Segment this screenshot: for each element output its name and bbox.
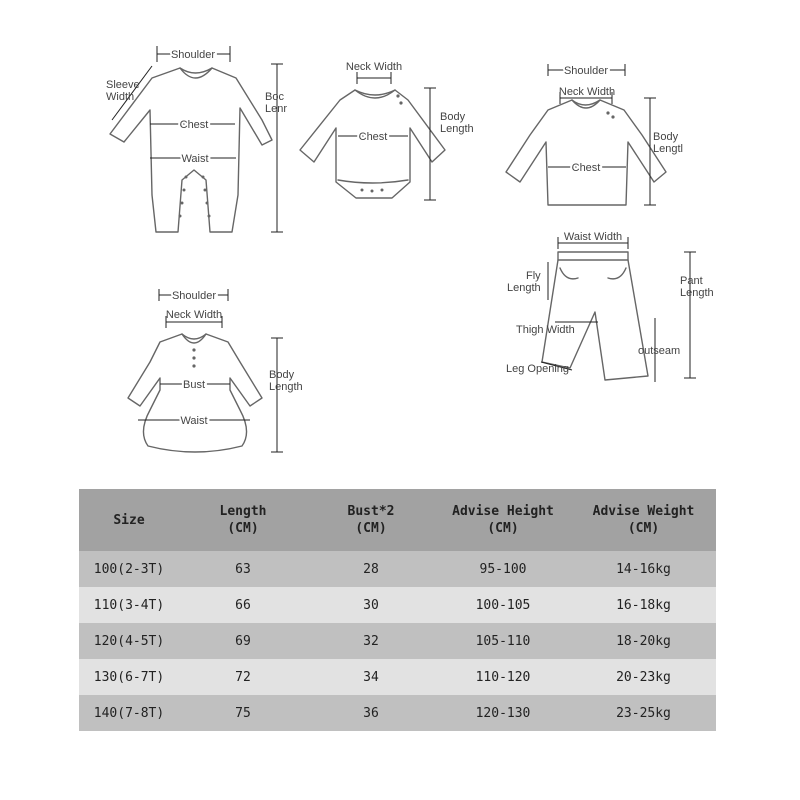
top-figure (506, 64, 683, 205)
bodysuit-chest-label: Chest (358, 131, 388, 143)
romper-sleeve-width-label-2: Width (106, 91, 135, 103)
cell-size: 140(7-8T) (93, 705, 165, 721)
table-row (79, 695, 716, 731)
cell-size: 110(3-4T) (93, 597, 165, 613)
bodysuit-body-length-label-1: Body (440, 111, 466, 123)
pants-pant-length-label-1: Pant (680, 275, 703, 287)
dress-waist-label: Waist (180, 415, 208, 427)
cell-advise-weight: 14-16kg (616, 561, 671, 577)
header-length: Length (CM) (219, 504, 267, 536)
table-row (79, 659, 716, 695)
cell-advise-weight: 18-20kg (616, 633, 671, 649)
top-chest-label: Chest (571, 162, 601, 174)
pants-leg-opening-label: Leg Opening (506, 363, 569, 375)
cell-length: 72 (235, 669, 251, 685)
dress-shoulder-label: Shoulder (171, 290, 217, 302)
romper-chest-label: Chest (179, 119, 209, 131)
header-advise-height: Advise Height (CM) (452, 504, 554, 536)
size-chart-table (79, 489, 716, 731)
top-shoulder-label: Shoulder (563, 65, 609, 77)
table-header-row (79, 489, 716, 551)
romper-sleeve-width-label-1: Sleeve (106, 79, 140, 91)
top-neck-width-label: Neck Width (558, 86, 616, 98)
bodysuit-neck-width-label: Neck Width (345, 61, 403, 73)
cell-length: 66 (235, 597, 251, 613)
header-bust: Bust*2 (CM) (347, 504, 395, 536)
bodysuit-body-length-label-2: Length (440, 123, 474, 135)
cell-advise-height: 105-110 (475, 633, 531, 649)
cell-advise-weight: 16-18kg (616, 597, 671, 613)
cell-size: 130(6-7T) (93, 669, 165, 685)
top-body-length-label-2: Lengtl (653, 143, 683, 155)
cell-advise-height: 110-120 (475, 669, 531, 685)
cell-bust: 28 (363, 561, 379, 577)
romper-body-length-label-1: Boc (265, 91, 284, 103)
cell-advise-weight: 20-23kg (616, 669, 671, 685)
header-size: Size (113, 512, 145, 528)
romper-waist-label: Waist (181, 153, 209, 165)
dress-body-length-label-1: Body (269, 369, 295, 381)
pants-thigh-width-label: Thigh Width (516, 324, 575, 336)
dress-neck-width-label: Neck Width (165, 309, 223, 321)
cell-bust: 30 (363, 597, 379, 613)
pants-fly-length-label-2: Length (507, 282, 541, 294)
romper-shoulder-label: Shoulder (170, 49, 216, 61)
pants-pant-length-label-2: Length (680, 287, 714, 299)
cell-length: 63 (235, 561, 251, 577)
romper-figure (106, 46, 287, 232)
cell-advise-height: 100-105 (475, 597, 531, 613)
cell-bust: 32 (363, 633, 379, 649)
table-row (79, 623, 716, 659)
dress-bust-label: Bust (182, 379, 206, 391)
table-row (79, 587, 716, 623)
cell-advise-height: 95-100 (479, 561, 527, 577)
cell-bust: 34 (363, 669, 379, 685)
pants-outseam-label: outseam (638, 345, 681, 357)
cell-advise-height: 120-130 (475, 705, 531, 721)
top-body-length-label-1: Body (653, 131, 679, 143)
pants-waist-width-label: Waist Width (563, 231, 623, 243)
cell-size: 100(2-3T) (93, 561, 165, 577)
dress-figure (128, 289, 303, 452)
pants-figure (506, 231, 714, 382)
bodysuit-figure (300, 61, 474, 200)
romper-body-length-label-2: Lenr (265, 103, 288, 115)
cell-bust: 36 (363, 705, 379, 721)
cell-advise-weight: 23-25kg (616, 705, 671, 721)
pants-fly-length-label-1: Fly (526, 270, 541, 282)
cell-length: 75 (235, 705, 251, 721)
cell-length: 69 (235, 633, 251, 649)
dress-body-length-label-2: Length (269, 381, 303, 393)
header-advise-weight: Advise Weight (CM) (592, 504, 695, 536)
table-row (79, 551, 716, 587)
cell-size: 120(4-5T) (93, 633, 165, 649)
